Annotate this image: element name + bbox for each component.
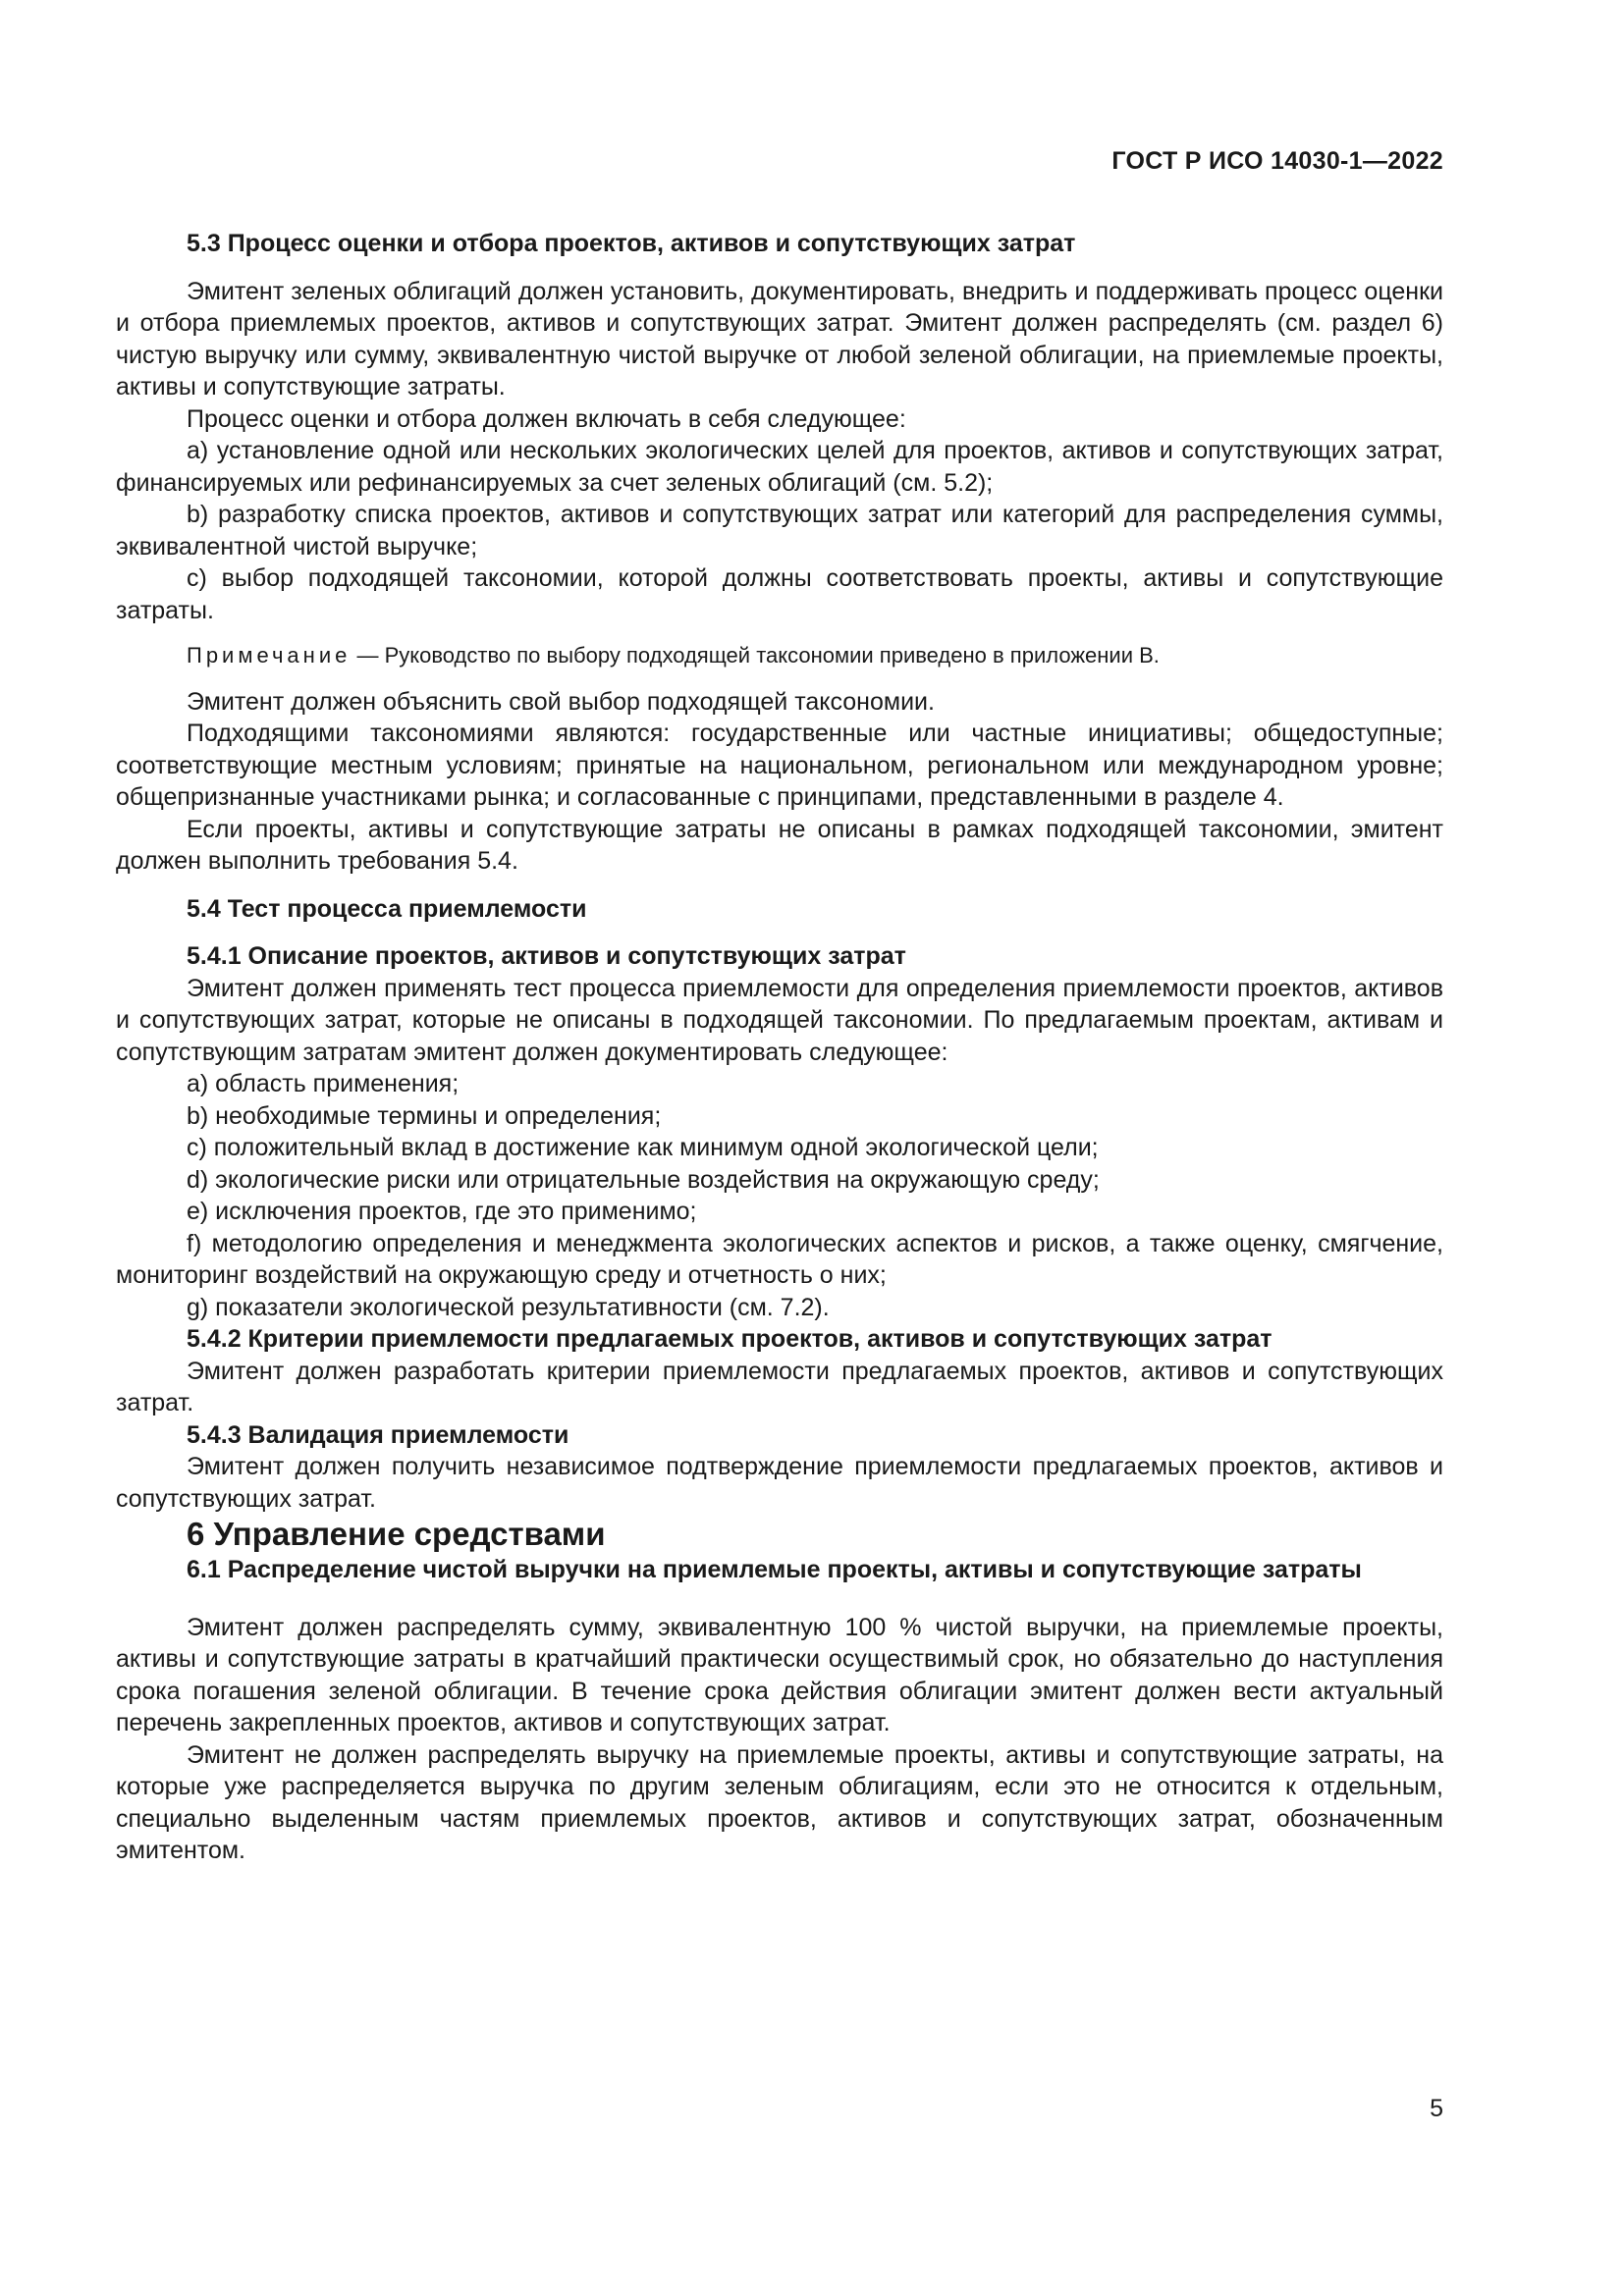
paragraph: Эмитент должен применять тест процесса приемлемости для определения приемлемости проектов, активов и сопутствующих затрат, которые не описаны в подходящей таксономии. По предлагаемым проектам, активам и сопутствующим затратам эмитент должен документировать следующее: — [116, 974, 1443, 1066]
page-number: 5 — [1430, 2095, 1443, 2122]
list-item: b) необходимые термины и определения; — [187, 1101, 662, 1130]
note-label: Примечание — [187, 643, 352, 667]
paragraph: Эмитент зеленых облигаций должен установить, документировать, внедрить и поддерживать процесс оценки и отбора приемлемых проектов, активов и сопутствующих затрат. Эмитент должен распределять (см. раздел 6) чистую выручку или сумму, эквивалентную чистой выручке от любой зеленой облигации, на приемлемые проекты, активы и сопутствующие затраты. — [116, 277, 1443, 400]
list-item: d) экологические риски или отрицательные воздействия на окружающую среду; — [187, 1165, 1100, 1194]
section-5-3-title: 5.3 Процесс оценки и отбора проектов, активов и сопутствующих затрат — [187, 230, 1076, 257]
list-item: e) исключения проектов, где это применимо; — [187, 1198, 697, 1225]
paragraph: Эмитент должен объяснить свой выбор подходящей таксономии. — [187, 687, 935, 716]
list-item: a) установление одной или нескольких экологических целей для проектов, активов и сопутствующих затрат, финансируемых или рефинансируемых за счет зеленых облигаций (см. 5.2); — [116, 437, 1443, 497]
section-5-4-2-title: 5.4.2 Критерии приемлемости предлагаемых проектов, активов и сопутствующих затрат — [187, 1325, 1272, 1353]
section-5-4-title: 5.4 Тест процесса приемлемости — [187, 894, 587, 923]
paragraph: Эмитент должен разработать критерии приемлемости предлагаемых проектов, активов и сопутствующих затрат. — [116, 1357, 1443, 1416]
list-item: a) область применения; — [187, 1070, 460, 1097]
note-text: — Руководство по выбору подходящей таксономии приведено в приложении В. — [351, 643, 1160, 667]
document-body — [116, 228, 1443, 1867]
list-item: b) разработку списка проектов, активов и сопутствующих затрат или категорий для распределения суммы, эквивалентной чистой выручке; — [116, 501, 1443, 561]
paragraph: Эмитент не должен распределять выручку на приемлемые проекты, активы и сопутствующие затраты, на которые уже распределяется выручка по другим зеленым облигациям, если это не относится к отдельным, специально выделенным частям приемлемых проектов, активов и сопутствующих затрат, обозначенным эмитентом. — [116, 1740, 1443, 1864]
section-6-1-title: 6.1 Распределение чистой выручки на приемлемые проекты, активы и сопутствующие затраты — [187, 1556, 1362, 1583]
section-6-title: 6 Управление средствами — [187, 1516, 606, 1552]
paragraph: Эмитент должен распределять сумму, эквивалентную 100 % чистой выручки, на приемлемые проекты, активы и сопутствующие затраты в кратчайший практически осуществимый срок, но обязательно до наступления срока погашения зеленой облигации. В течение срока действия облигации эмитент должен вести актуальный перечень закрепленных проектов, активов и сопутствующих затрат. — [116, 1613, 1443, 1736]
document-header: ГОСТ Р ИСО 14030-1—2022 — [1111, 147, 1443, 175]
list-item: c) выбор подходящей таксономии, которой должны соответствовать проекты, активы и сопутствующие затраты. — [116, 564, 1443, 624]
list-item: c) положительный вклад в достижение как минимум одной экологической цели; — [187, 1134, 1099, 1161]
section-5-4-1-title: 5.4.1 Описание проектов, активов и сопутствующих затрат — [187, 942, 906, 970]
paragraph: Эмитент должен получить независимое подтверждение приемлемости предлагаемых проектов, активов и сопутствующих затрат. — [116, 1453, 1443, 1513]
list-item: g) показатели экологической результативности (см. 7.2). — [187, 1293, 830, 1321]
paragraph: Если проекты, активы и сопутствующие затраты не описаны в рамках подходящей таксономии, эмитент должен выполнить требования 5.4. — [116, 815, 1443, 875]
paragraph: Подходящими таксономиями являются: государственные или частные инициативы; общедоступные; соответствующие местным условиям; принятые на национальном, региональном или международном уровне; общепризнанные участниками рынка; и согласованные с принципами, представленными в разделе 4. — [116, 720, 1443, 811]
paragraph: Процесс оценки и отбора должен включать в себя следующее: — [187, 404, 906, 433]
section-5-4-3-title: 5.4.3 Валидация приемлемости — [187, 1420, 569, 1449]
list-item: f) методологию определения и менеджмента экологических аспектов и рисков, а также оценку, смягчение, мониторинг воздействий на окружающую среду и отчетность о них; — [116, 1229, 1443, 1289]
note — [116, 640, 1443, 672]
